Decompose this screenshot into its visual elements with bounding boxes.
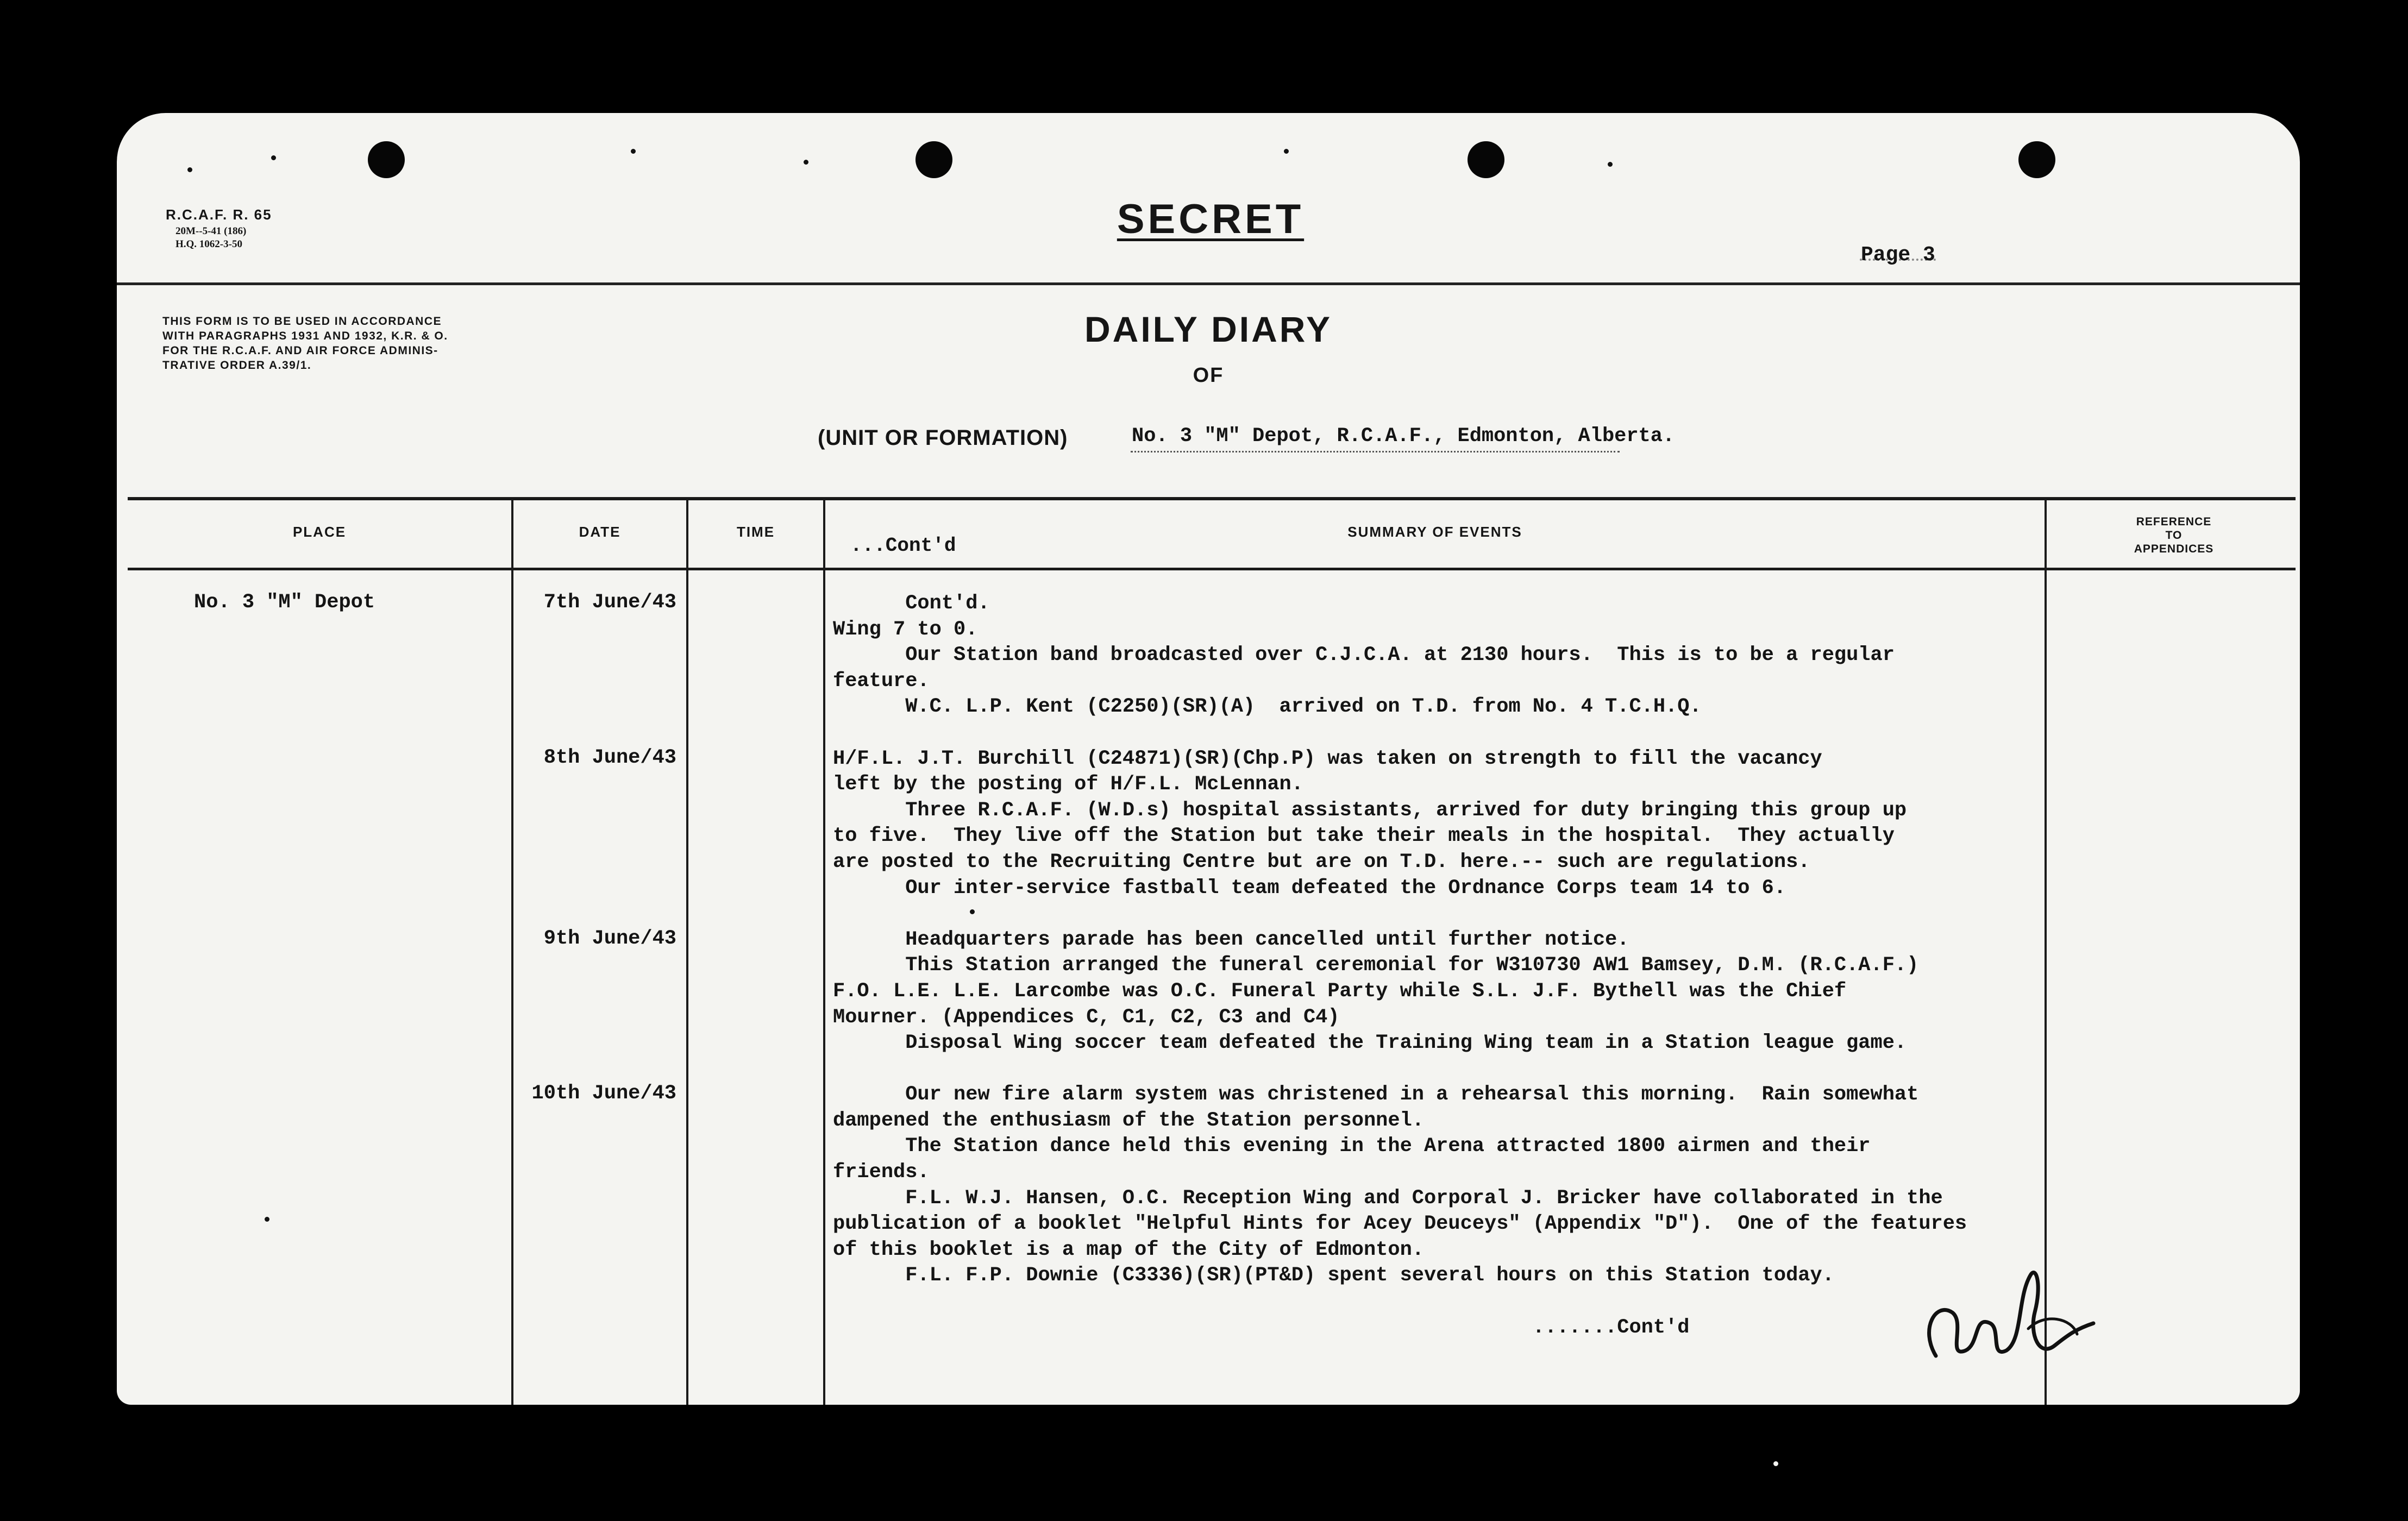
punch-hole [2018,141,2055,178]
event-line: Headquarters parade has been cancelled until further notice. [833,928,1629,951]
event-line: publication of a booklet "Helpful Hints for Acey Deuceys" (Appendix "D"). One of the features [833,1212,1967,1236]
reference-line: TO [2165,529,2183,542]
scan-speck [1773,1461,1778,1466]
date-entry: 8th June/43 [543,746,676,769]
column-header-date: DATE [579,524,621,540]
paper-speck [1608,162,1613,167]
paper-speck [804,160,808,165]
event-line: Three R.C.A.F. (W.D.s) hospital assistants, arrived for duty bringing this group up [833,799,1907,822]
event-line: F.L. W.J. Hansen, O.C. Reception Wing and Corporal J. Bricker have collaborated in the [833,1186,1943,1210]
column-header-time: TIME [736,524,775,540]
paper-speck [631,149,636,154]
instruction-line: WITH PARAGRAPHS 1931 AND 1932, K.R. & O. [162,330,448,342]
page-title: DAILY DIARY [1084,309,1332,349]
punch-hole [1468,141,1504,178]
instruction-line: FOR THE R.C.A.F. AND AIR FORCE ADMINIS- [162,344,438,357]
unit-value: No. 3 "M" Depot, R.C.A.F., Edmonton, Alberta. [1132,425,1675,448]
paper-speck [970,909,975,914]
diary-sheet [117,113,2300,1405]
print-code: 20M--5-41 (186) [175,225,247,237]
event-line: Cont'd. [833,592,990,615]
classification-stamp [117,196,2300,243]
reference-line: REFERENCE [2136,516,2212,528]
event-line: H/F.L. J.T. Burchill (C24871)(SR)(Chp.P) was taken on strength to fill the vacancy [833,747,1822,770]
event-line [833,720,2028,746]
instruction-line: THIS FORM IS TO BE USED IN ACCORDANCE [162,315,442,328]
event-line: Our new fire alarm system was christened in a rehearsal this morning. Rain somewhat [833,1083,1919,1107]
event-line: Our inter-service fastball team defeated the Ordnance Corps team 14 to 6. [833,876,1786,900]
event-line: W.C. L.P. Kent (C2250)(SR)(A) arrived on T.D. from No. 4 T.C.H.Q. [833,695,1702,719]
column-header-place: PLACE [292,524,347,540]
event-line: to five. They live off the Station but take their meals in the hospital. They actually [833,825,1895,848]
event-line: Our Station band broadcasted over C.J.C.A. at 2130 hours. This is to be a regular [833,644,1895,667]
event-line: friends. [833,1161,930,1184]
print-code: H.Q. 1062-3-50 [175,238,242,250]
unit-underline [1131,451,1620,452]
table-header-rule [128,568,2296,570]
column-divider [823,500,825,1405]
event-line [833,901,2028,927]
reference-line: APPENDICES [2134,543,2214,555]
event-line: The Station dance held this evening in the Arena attracted 1800 airmen and their [833,1135,1871,1158]
paper-speck [271,155,276,160]
summary-contd: ...Cont'd [850,535,956,557]
date-entry: 10th June/43 [531,1082,676,1105]
event-line: left by the posting of H/F.L. McLennan. [833,773,1303,796]
place-entry: No. 3 "M" Depot [194,591,375,614]
event-line: are posted to the Recruiting Centre but are on T.D. here.-- such are regulations. [833,850,1810,873]
form-number: R.C.A.F. R. 65 [166,206,272,223]
event-line: Wing 7 to 0. [833,618,978,641]
title-of: OF [1193,364,1224,387]
event-line: Mourner. (Appendices C, C1, C2, C3 and C4) [833,1005,1340,1029]
event-line: This Station arranged the funeral ceremonial for W310730 AW1 Bamsey, D.M. (R.C.A.F.) [833,954,1919,977]
page-number: Page 3 [1861,243,1935,267]
event-line: .......Cont'd [833,1316,1690,1339]
handwritten-signature [1914,1264,2110,1383]
punch-hole [915,141,952,178]
punch-hole [368,141,405,178]
column-header-reference [2054,515,2293,556]
event-line [833,1289,2028,1315]
date-entry: 7th June/43 [543,591,676,614]
column-divider [511,500,513,1405]
unit-label: (UNIT OR FORMATION) [818,426,1068,450]
event-line: feature. [833,669,930,693]
paper-speck [1284,149,1289,154]
table-top-rule [128,497,2296,500]
event-line: Disposal Wing soccer team defeated the Training Wing team in a Station league game. [833,1032,1907,1055]
instruction-line: TRATIVE ORDER A.39/1. [162,359,312,372]
event-line: dampened the enthusiasm of the Station personnel. [833,1109,1424,1132]
event-line: F.O. L.E. L.E. Larcombe was O.C. Funeral Party while S.L. J.F. Bythell was the Chief [833,979,1847,1003]
column-header-summary: SUMMARY OF EVENTS [1347,524,1522,540]
event-line: of this booklet is a map of the City of Edmonton. [833,1238,1424,1261]
event-line: F.L. F.P. Downie (C3336)(SR)(PT&D) spent several hours on this Station today. [833,1264,1834,1287]
header-rule [117,282,2300,285]
classification-label: SECRET [1117,196,1305,242]
summary-of-events [833,591,2028,1341]
column-divider [686,500,688,1405]
paper-speck [187,167,192,172]
paper-speck [265,1217,269,1222]
date-entry: 9th June/43 [543,927,676,950]
event-line [833,1057,2028,1083]
